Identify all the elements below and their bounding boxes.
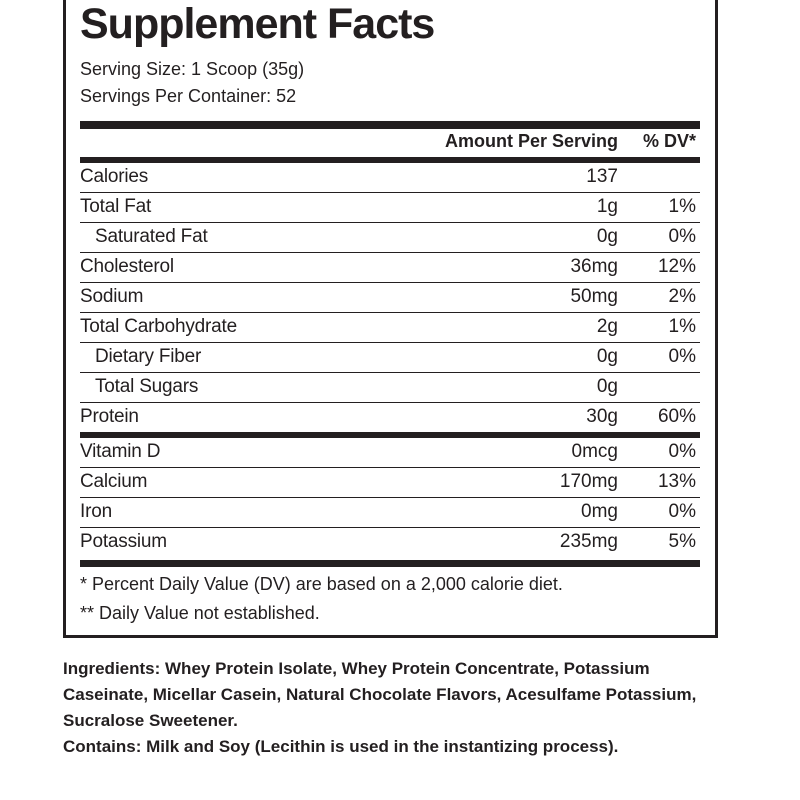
ingredients-text: Ingredients: Whey Protein Isolate, Whey Protein Concentrate, Potassium Caseinate, Micellar Casein, Natural Chocolate Flavors, Acesulfame Potassium, Sucralose Sweetener. <box>63 659 697 730</box>
nutrient-dv: 60% <box>657 406 696 427</box>
vitamin-name: Vitamin D <box>80 441 161 462</box>
nutrient-name: Cholesterol <box>80 256 174 277</box>
panel-title: Supplement Facts <box>80 0 435 48</box>
vitamin-row-calcium <box>80 468 700 498</box>
vitamin-name: Potassium <box>80 531 167 552</box>
column-header-row <box>80 129 700 157</box>
vitamin-name: Iron <box>80 501 112 522</box>
nutrient-row-saturated-fat <box>80 223 700 253</box>
vitamin-row-vitamin-d <box>80 438 700 468</box>
supplement-facts-panel <box>63 0 718 638</box>
nutrient-dv: 1% <box>668 196 696 217</box>
nutrient-amount: 2g <box>596 316 618 337</box>
nutrient-name: Sodium <box>80 286 144 307</box>
nutrient-row-total-fat <box>80 193 700 223</box>
nutrient-name: Saturated Fat <box>95 226 208 247</box>
vitamin-dv: 0% <box>668 501 696 522</box>
servings-per-container: Servings Per Container: 52 <box>80 86 297 106</box>
nutrient-row-total-sugars <box>80 373 700 403</box>
allergen-statement: Contains: Milk and Soy (Lecithin is used in the instantizing process). <box>63 737 619 756</box>
nutrient-name: Dietary Fiber <box>95 346 202 367</box>
nutrient-dv: 0% <box>668 346 696 367</box>
vitamin-row-potassium <box>80 528 700 558</box>
vitamin-amount: 235mg <box>559 531 618 552</box>
vitamin-amount: 0mg <box>581 501 618 522</box>
serving-size: Serving Size: 1 Scoop (35g) <box>80 59 305 79</box>
vitamin-row-iron <box>80 498 700 528</box>
vitamin-dv: 0% <box>668 441 696 462</box>
nutrient-row-cholesterol <box>80 253 700 283</box>
nutrient-name: Calories <box>80 166 149 187</box>
nutrient-amount: 0g <box>596 346 618 367</box>
vitamin-amount: 0mcg <box>571 441 618 462</box>
vitamin-name: Calcium <box>80 471 148 492</box>
nutrient-amount: 0g <box>596 226 618 247</box>
nutrient-name: Total Fat <box>80 196 152 217</box>
nutrient-amount: 0g <box>596 376 618 397</box>
nutrient-row-protein <box>80 403 700 433</box>
nutrient-amount: 30g <box>586 406 618 427</box>
nutrient-dv: 12% <box>657 256 696 277</box>
nutrient-row-sodium <box>80 283 700 313</box>
ingredients-block <box>63 656 723 760</box>
nutrient-name: Protein <box>80 406 139 427</box>
footnote-not-established: ** Daily Value not established. <box>80 603 320 623</box>
nutrient-rows <box>80 163 700 433</box>
nutrient-dv: 1% <box>668 316 696 337</box>
thick-divider <box>80 121 700 129</box>
vitamin-amount: 170mg <box>559 471 618 492</box>
nutrient-dv: 2% <box>668 286 696 307</box>
footnote-daily-value: * Percent Daily Value (DV) are based on a 2,000 calorie diet. <box>80 574 563 594</box>
nutrient-name: Total Sugars <box>95 376 199 397</box>
nutrient-amount: 137 <box>586 166 618 187</box>
nutrient-name: Total Carbohydrate <box>80 316 237 337</box>
nutrient-row-total-carbohydrate <box>80 313 700 343</box>
nutrient-amount: 50mg <box>570 286 618 307</box>
vitamin-rows <box>80 438 700 558</box>
amount-per-serving-header: Amount Per Serving <box>444 131 618 151</box>
nutrient-amount: 1g <box>596 196 618 217</box>
vitamin-dv: 13% <box>657 471 696 492</box>
vitamin-dv: 5% <box>668 531 696 552</box>
nutrient-row-calories <box>80 163 700 193</box>
nutrient-dv: 0% <box>668 226 696 247</box>
nutrient-row-dietary-fiber <box>80 343 700 373</box>
daily-value-header: % DV* <box>642 131 696 151</box>
footnote-divider <box>80 560 700 567</box>
nutrient-amount: 36mg <box>570 256 618 277</box>
